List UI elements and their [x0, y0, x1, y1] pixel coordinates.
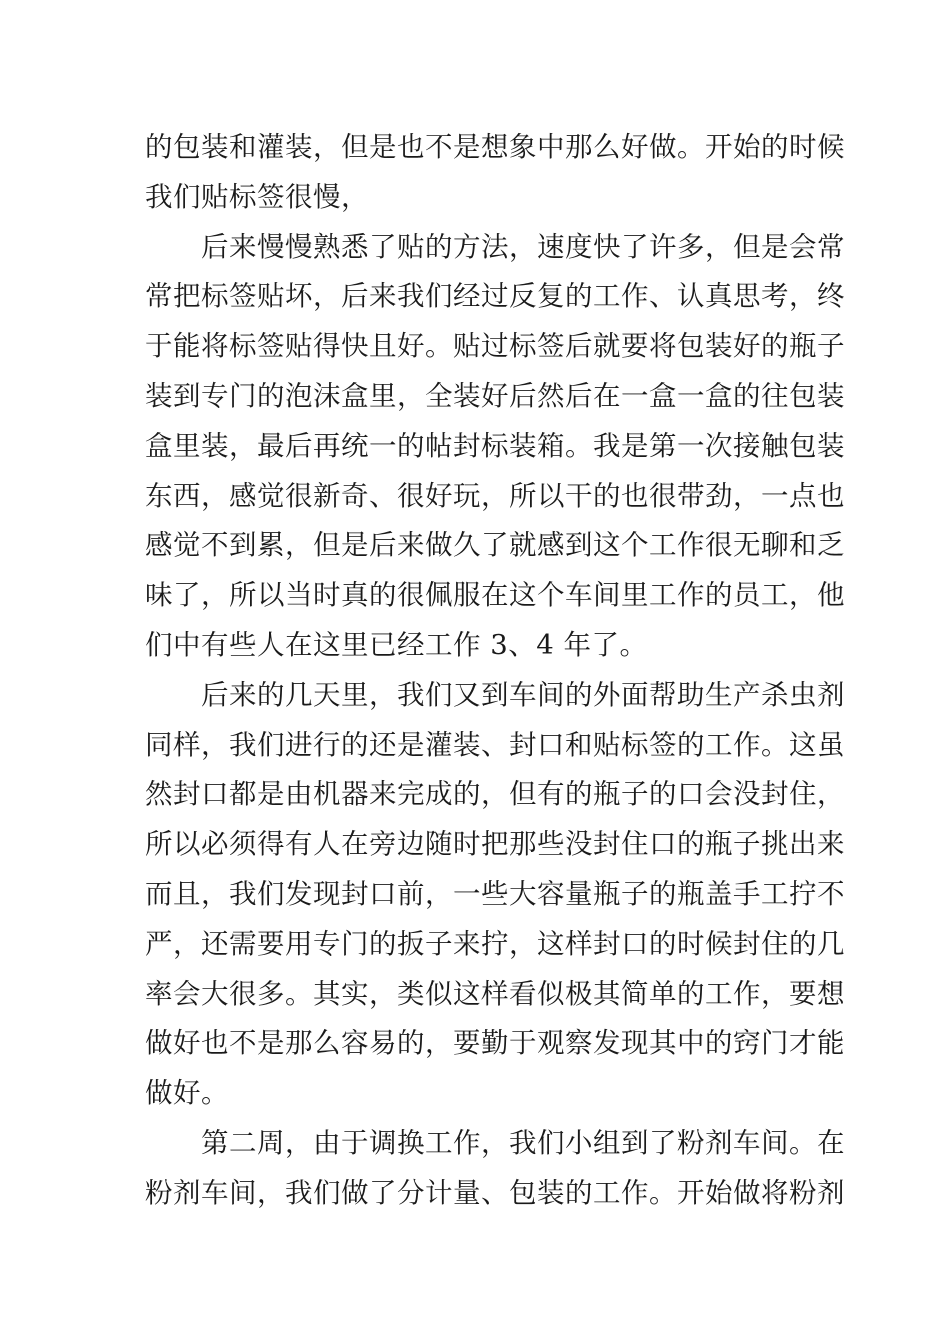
text-line: 味了，所以当时真的很佩服在这个车间里工作的员工，他 — [145, 579, 845, 612]
text-line: 装到专门的泡沫盒里，全装好后然后在一盒一盒的往包装 — [145, 379, 845, 412]
text-line: 所以必须得有人在旁边随时把那些没封住口的瓶子挑出来 — [145, 828, 845, 861]
text-line: 感觉不到累，但是后来做久了就感到这个工作很无聊和乏 — [145, 529, 845, 562]
text-line: 做好。 — [145, 1077, 229, 1110]
text-line: 盒里装，最后再统一的帖封标装箱。我是第一次接触包装 — [145, 429, 845, 462]
text-line: 然封口都是由机器来完成的，但有的瓶子的口会没封住， — [145, 778, 845, 811]
text-line: 而且，我们发现封口前，一些大容量瓶子的瓶盖手工拧不 — [145, 877, 845, 910]
text-line: 的包装和灌装，但是也不是想象中那么好做。开始的时候 — [145, 131, 845, 163]
text-line: 做好也不是那么容易的，要勤于观察发现其中的窍门才能 — [145, 1027, 845, 1060]
text-line: 率会大很多。其实，类似这样看似极其简单的工作，要想 — [145, 977, 845, 1010]
text-line: 粉剂车间，我们做了分计量、包装的工作。开始做将粉剂 — [145, 1176, 845, 1209]
text-line: 常把标签贴坏，后来我们经过反复的工作、认真思考，终 — [145, 280, 845, 313]
text-line: 同样，我们进行的还是灌装、封口和贴标签的工作。这虽 — [145, 728, 845, 761]
body-text — [145, 123, 845, 1219]
text-line: 于能将标签贴得快且好。贴过标签后就要将包装好的瓶子 — [145, 330, 845, 363]
text-line: 第二周，由于调换工作，我们小组到了粉剂车间。在 — [145, 1126, 845, 1159]
text-line: 后来的几天里，我们又到车间的外面帮助生产杀虫剂 — [145, 678, 845, 711]
text-line: 我们贴标签很慢， — [145, 180, 369, 213]
text-line: 后来慢慢熟悉了贴的方法，速度快了许多，但是会常 — [145, 230, 845, 263]
text-line: 东西，感觉很新奇、很好玩，所以干的也很带劲，一点也 — [145, 479, 845, 512]
text-line: 严，还需要用专门的扳子来拧，这样封口的时候封住的几 — [145, 927, 845, 960]
text-line: 们中有些人在这里已经工作 3、4 年了。 — [145, 628, 648, 661]
